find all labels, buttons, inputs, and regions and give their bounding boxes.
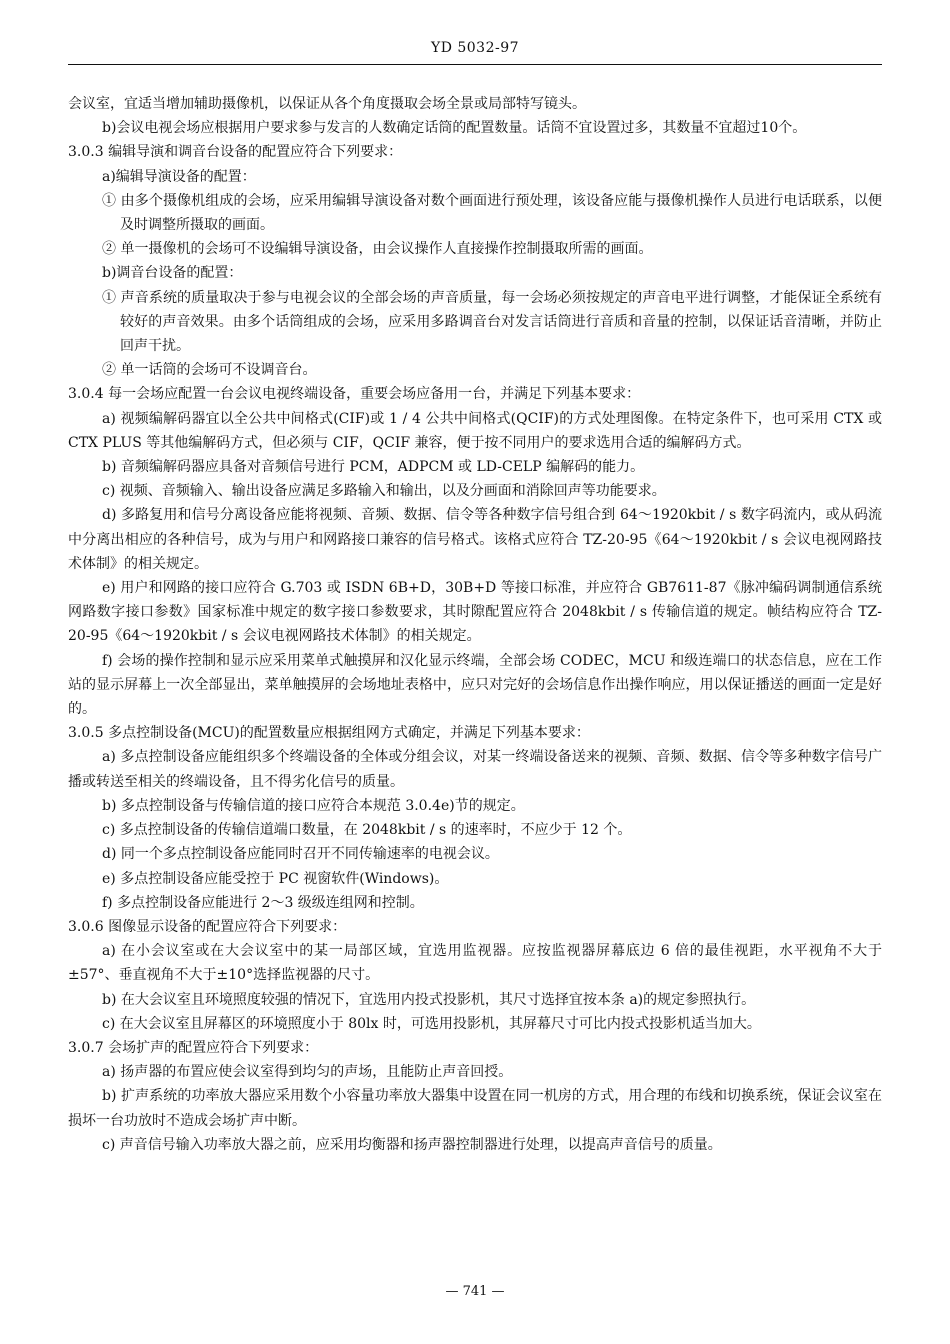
list-item: ② 单一摄像机的会场可不设编辑导演设备，由会议操作人直接操作控制摄取所需的画面。 — [102, 241, 653, 258]
paragraph: e) 用户和网路的接口应符合 G.703 或 ISDN 6B+D，30B+D 等接口标准，并应符合 GB7611-87《脉冲编码调制通信系统网路数字接口参数》国家标准中规定的数字接口参数要求，其时隙配置应符合 2048kbit / s 传输信道的规定。帧结构应符合 TZ-20-95《64～1920kbit / s 会议电视网路技术体制》的相关规定。 — [68, 580, 882, 645]
paragraph: e) 多点控制设备应能受控于 PC 视窗软件(Windows)。 — [102, 870, 449, 887]
paragraph: f) 多点控制设备应能进行 2～3 级级连组网和控制。 — [102, 894, 424, 911]
list-item: ② 单一话筒的会场可不设调音台。 — [102, 362, 317, 379]
paragraph: a) 扬声器的布置应使会议室得到均匀的声场，且能防止声音回授。 — [102, 1064, 513, 1081]
page-header-code: YD 5032-97 — [430, 40, 520, 56]
paragraph: b) 在大会议室且环境照度较强的情况下，宜选用内投式投影机，其尺寸选择宜按本条 a)的规定参照执行。 — [102, 991, 756, 1008]
subsection-heading: a)编辑导演设备的配置： — [102, 168, 256, 185]
paragraph: d) 同一个多点控制设备应能同时召开不同传输速率的电视会议。 — [102, 846, 499, 863]
paragraph: b)会议电视会场应根据用户要求参与发言的人数确定话筒的配置数量。话筒不宜设置过多，其数量不宜超过10个。 — [102, 120, 807, 137]
paragraph: c) 多点控制设备的传输信道端口数量，在 2048kbit / s 的速率时，不应少于 12 个。 — [102, 822, 632, 839]
paragraph: c) 在大会议室且屏幕区的环境照度小于 80lx 时，可选用投影机，其屏幕尺寸可比内投式投影机适当加大。 — [102, 1015, 761, 1032]
section-heading: 3.0.6 图像显示设备的配置应符合下列要求： — [68, 918, 347, 935]
paragraph: d) 多路复用和信号分离设备应能将视频、音频、数据、信令等各种数字信号组合到 64～1920kbit / s 数字码流内，或从码流中分离出相应的各种信号，成为与用户和网路接口兼容的信号格式。该格式应符合 TZ-20-95《64～1920kbit / s 会议电视网路技术体制》的相关规定。 — [68, 507, 882, 572]
section-heading: 3.0.3 编辑导演和调音台设备的配置应符合下列要求： — [68, 144, 403, 161]
section-heading: 3.0.7 会场扩声的配置应符合下列要求： — [68, 1039, 319, 1056]
paragraph: b) 多点控制设备与传输信道的接口应符合本规范 3.0.4e)节的规定。 — [102, 797, 525, 814]
paragraph: c) 视频、音频输入、输出设备应满足多路输入和输出，以及分画面和消除回声等功能要求。 — [102, 483, 666, 500]
section-heading: 3.0.4 每一会场应配置一台会议电视终端设备，重要会场应备用一台，并满足下列基本要求： — [68, 386, 641, 403]
paragraph-continued: 会议室，宜适当增加辅助摄像机，以保证从各个角度摄取会场全景或局部特写镜头。 — [68, 96, 586, 112]
paragraph: f) 会场的操作控制和显示应采用菜单式触摸屏和汉化显示终端，全部会场 CODEC，MCU 和级连端口的状态信息，应在工作站的显示屏幕上一次全部显出，菜单触摸屏的会场地址表格中，应只对完好的会场信息作出操作响应，用以保证播送的画面一定是好的。 — [68, 652, 882, 718]
paragraph: a) 视频编解码器宜以全公共中间格式(CIF)或 1 / 4 公共中间格式(QCIF)的方式处理图像。在特定条件下，也可采用 CTX 或 CTX PLUS 等其他编解码方式，但必须与 CIF，QCIF 兼容，便于按不同用户的要求选用合适的编解码方式。 — [68, 410, 882, 451]
paragraph: c) 声音信号输入功率放大器之前，应采用均衡器和扬声器控制器进行处理，以提高声音信号的质量。 — [102, 1136, 722, 1153]
list-item: ① 声音系统的质量取决于参与电视会议的全部会场的声音质量，每一会场必须按规定的声音电平进行调整，才能保证全系统有较好的声音效果。由多个话筒组成的会场，应采用多路调音台对发言话筒进行音质和音量的控制，以保证话音清晰，并防止回声干扰。 — [102, 289, 882, 355]
paragraph: b) 音频编解码器应具备对音频信号进行 PCM，ADPCM 或 LD-CELP 编解码的能力。 — [102, 459, 645, 476]
paragraph: b) 扩声系统的功率放大器应采用数个小容量功率放大器集中设置在同一机房的方式，用合理的布线和切换系统，保证会议室在损坏一台功放时不造成会场扩声中断。 — [68, 1088, 882, 1129]
paragraph: a) 在小会议室或在大会议室中的某一局部区域，宜选用监视器。应按监视器屏幕底边 6 倍的最佳视距，水平视角不大于±57°、垂直视角不大于±10°选择监视器的尺寸。 — [68, 943, 882, 984]
paragraph: a) 多点控制设备应能组织多个终端设备的全体或分组会议，对某一终端设备送来的视频、音频、数据、信令等多种数字信号广播或转送至相关的终端设备，且不得劣化信号的质量。 — [68, 749, 882, 790]
document-body — [68, 92, 882, 1157]
list-item: ① 由多个摄像机组成的会场，应采用编辑导演设备对数个画面进行预处理，该设备应能与摄像机操作人员进行电话联系，以便及时调整所摄取的画面。 — [102, 192, 882, 234]
header-rule — [68, 64, 882, 65]
subsection-heading: b)调音台设备的配置： — [102, 265, 243, 282]
section-heading: 3.0.5 多点控制设备(MCU)的配置数量应根据组网方式确定，并满足下列基本要求： — [68, 725, 590, 742]
page-number: — 741 — — [445, 1284, 505, 1299]
